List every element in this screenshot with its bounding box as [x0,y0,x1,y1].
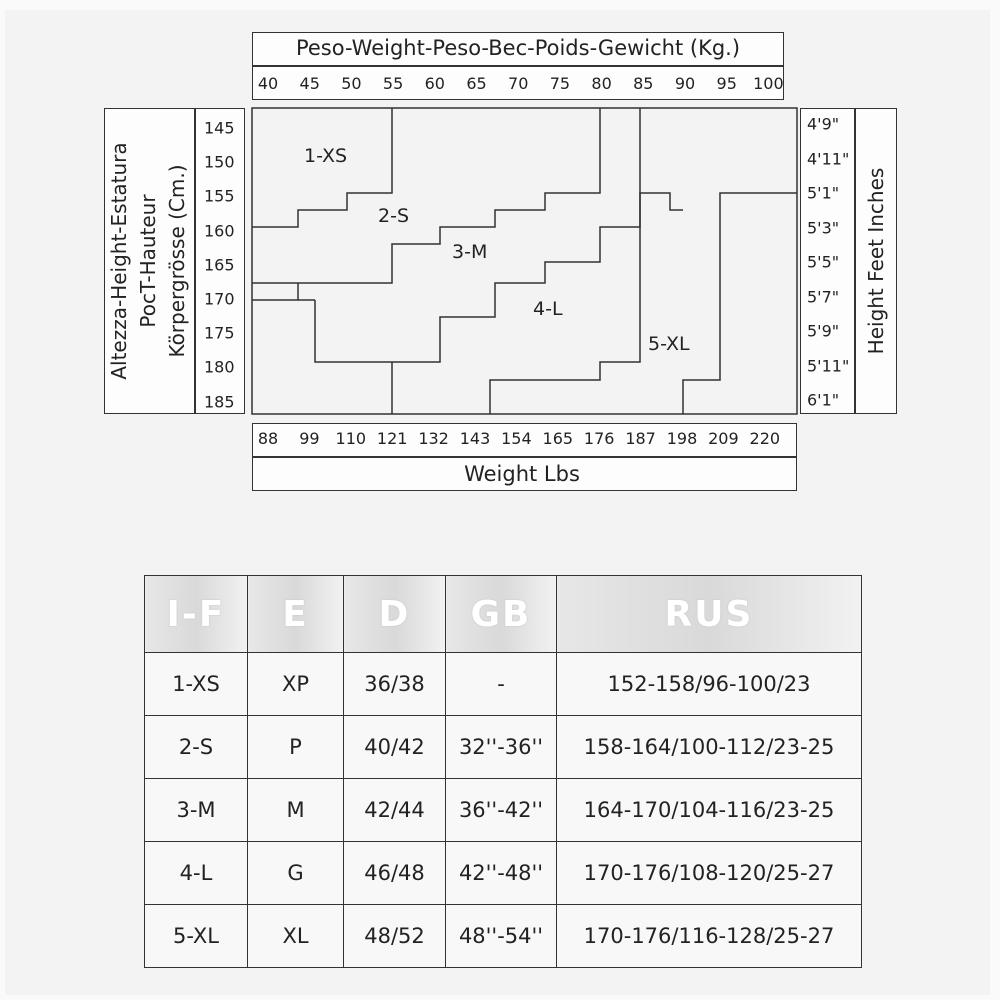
cm-title-line: Körpergrösse (Cm.) [165,164,189,358]
lbs-axis-title: Weight Lbs [464,462,580,486]
ft-tick-label: 6'1" [807,390,840,410]
column-header-rus: RUS [557,576,862,653]
kg-tick-label: 90 [674,74,696,93]
table-cell: 4-L [145,842,248,905]
lbs-tick-label: 132 [418,429,449,448]
lbs-tick-label: 198 [666,429,698,448]
ft-tick-label: 5'7" [807,287,840,306]
table-cell: 170-176/108-120/25-27 [557,842,862,905]
kg-axis-title: Peso-Weight-Peso-Bec-Poids-Gewicht (Kg.) [295,36,741,60]
column-header-d: D [344,576,446,653]
cm-tick-label: 145 [204,118,235,138]
table-cell: 46/48 [344,842,446,905]
table-header-row [145,576,862,653]
table-row [145,905,862,968]
cm-tick-label: 160 [204,221,235,241]
table-cell: 48/52 [344,905,446,968]
table-cell: P [248,716,344,779]
table-cell: 42''-48'' [446,842,557,905]
lbs-tick-label: 187 [625,429,656,448]
column-header-e: E [248,576,344,653]
table-cell: 5-XL [145,905,248,968]
table-cell: XP [248,653,344,716]
region-label-5-xl: 5-XL [648,333,690,355]
ft-tick-label: 4'11" [807,149,850,168]
ft-tick-label: 5'1" [807,183,840,203]
ft-tick-label: 5'3" [807,218,840,237]
cm-title-line: PocT-Hauteur [136,194,160,328]
lbs-tick-label: 88 [257,429,279,448]
lbs-tick-label: 110 [335,429,367,448]
region-label-4-l: 4-L [533,298,563,320]
boundary-m-l-left [252,283,298,300]
table-cell: M [248,779,344,842]
lbs-tick-label: 121 [376,429,408,448]
table-cell: 164-170/104-116/23-25 [557,779,862,842]
table-cell: 40/42 [344,716,446,779]
region-label-2-s: 2-S [378,205,410,227]
lbs-tick-label: 154 [501,429,532,448]
cm-tick-label: 155 [204,186,235,206]
ft-tick-label: 5'5" [807,252,840,272]
kg-tick-label: 55 [382,74,404,93]
table-cell: 158-164/100-112/23-25 [557,716,862,779]
lbs-tick-label: 143 [459,429,491,448]
table-cell: G [248,842,344,905]
kg-tick-label: 60 [424,74,445,93]
cm-tick-label: 165 [204,255,235,275]
boundary-xl-right [683,193,797,414]
region-label-1-xs: 1-XS [304,145,348,167]
lbs-tick-label: 176 [583,429,615,448]
table-cell: 1-XS [145,653,248,716]
kg-tick-label: 70 [508,74,529,93]
kg-tick-label: 50 [341,74,362,93]
kg-tick-label: 40 [257,74,279,93]
table-cell: XL [248,905,344,968]
table-cell: 3-M [145,779,248,842]
table-cell: 152-158/96-100/23 [557,653,862,716]
kg-tick-label: 95 [716,74,737,93]
table-cell: 32''-36'' [446,716,557,779]
kg-tick-label: 45 [299,74,320,93]
ft-axis-title: Height Feet Inches [864,167,888,355]
boundary-s-m [252,108,600,283]
table-row [145,716,862,779]
boundary-xs-s [252,108,392,227]
lbs-tick-label: 165 [542,429,574,448]
column-header-gb: GB [446,576,557,653]
ft-tick-label: 4'9" [807,114,840,134]
table-row [145,842,862,905]
cm-tick-label: 185 [204,392,235,412]
cm-tick-label: 180 [204,357,235,377]
table-cell: 2-S [145,716,248,779]
lbs-tick-label: 209 [708,429,739,448]
region-label-3-m: 3-M [452,241,488,263]
table-cell: 42/44 [344,779,446,842]
ft-tick-label: 5'9" [807,321,840,341]
table-cell: 48''-54'' [446,905,557,968]
table-row [145,779,862,842]
boundary-m-l [315,108,640,362]
kg-tick-label: 100 [753,74,784,93]
kg-tick-label: 75 [549,74,571,93]
cm-tick-label: 170 [204,289,235,309]
kg-tick-label: 85 [633,74,654,93]
table-row [145,653,862,716]
lbs-tick-label: 99 [299,429,320,448]
boundary-l-xl [490,193,683,414]
kg-tick-label: 80 [591,74,612,93]
cm-title-line: Altezza-Height-Estatura [107,142,131,380]
ft-tick-label: 5'11" [807,356,850,375]
table-cell: - [446,653,557,716]
table-cell: 36''-42'' [446,779,557,842]
size-conversion-table [144,575,862,968]
cm-tick-label: 175 [204,323,235,343]
column-header-i-f: I-F [145,576,248,653]
cm-tick-label: 150 [204,152,235,172]
lbs-axis-divider [252,456,797,458]
kg-tick-label: 65 [466,74,487,93]
lbs-tick-label: 220 [749,429,781,448]
table-cell: 36/38 [344,653,446,716]
table-cell: 170-176/116-128/25-27 [557,905,862,968]
